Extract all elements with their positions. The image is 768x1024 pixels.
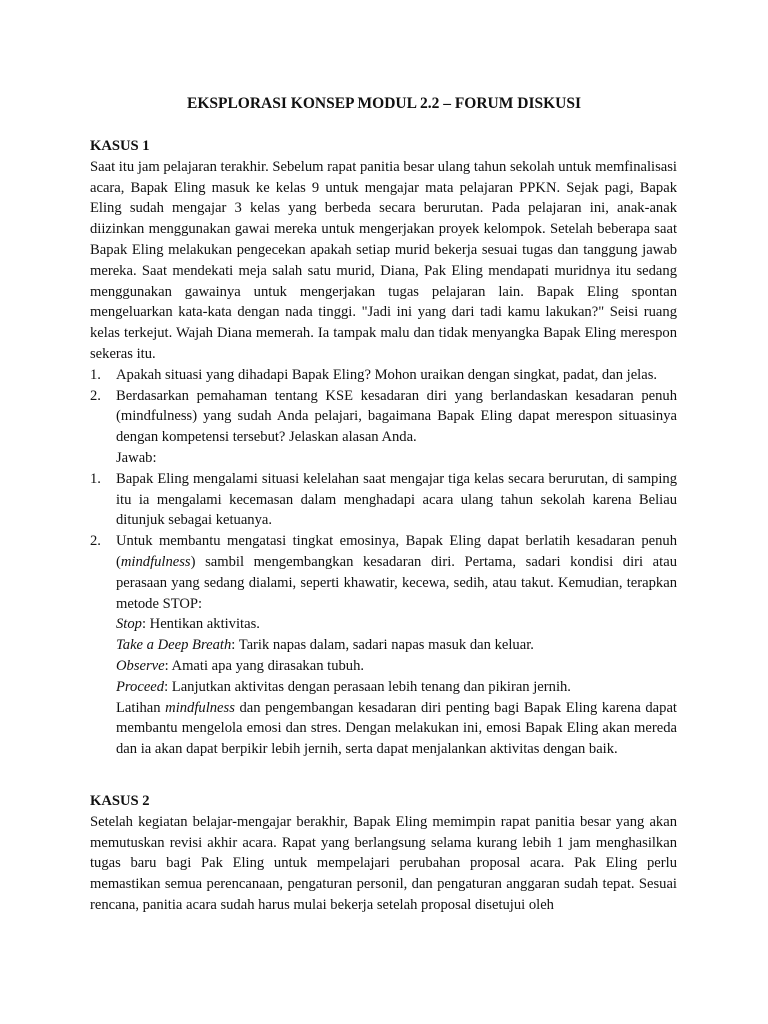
- case-2-paragraph: Setelah kegiatan belajar-mengajar berakhir, Bapak Eling memimpin rapat panitia besar yang akan memutuskan revisi akhir acara. Rapat yang berlangsung selama kurang lebih 1 jam menghasilkan tugas baru bagi Pak Eling untuk mempelajari perubahan proposal acara. Pak Eling perlu memastikan semua perencanaan, pengaturan personil, dan pengaturan anggaran sudah tepat. Sesuai rencana, panitia acara sudah harus mulai bekerja setelah proposal disetujui oleh: [90, 813, 677, 913]
- question-item: [90, 365, 677, 386]
- case-1-heading: KASUS 1: [90, 138, 150, 154]
- answer-closing: [90, 698, 677, 760]
- answer-number: 2.: [90, 533, 101, 550]
- stop-step-term: Observe: [116, 657, 165, 674]
- case-1-paragraph: Saat itu jam pelajaran terakhir. Sebelum rapat panitia besar ulang tahun sekolah untuk memfinalisasi acara, Bapak Eling masuk ke kelas 9 untuk mengajar mata pelajaran PPKN. Sejak pagi, Bapak Eling sudah mengajar 3 kelas yang berbeda secara berurutan. Pada pelajaran ini, anak-anak diizinkan menggunakan gawai mereka untuk mengerjakan proyek kelompok. Setelah beberapa saat Bapak Eling melakukan pengecekan apakah setiap murid bekerja sesuai tugas dan tanggung jawab mereka. Saat mendekati meja salah satu murid, Diana, Pak Eling mendapati muridnya itu sedang menggunakan gawainya untuk mengerjakan tugas pelajaran lain. Bapak Eling spontan mengeluarkan kata-kata dengan nada tinggi. "Jadi ini yang dari tadi kamu lakukan?" Seisi ruang kelas terkejut. Wajah Diana memerah. Ia tampak malu dan tidak menyangka Bapak Eling merespon sekeras itu.: [90, 158, 677, 362]
- answer-item: [90, 469, 677, 531]
- closing-text-part: Latihan: [116, 699, 166, 716]
- answer-number: 1.: [90, 470, 101, 487]
- answer-label: Jawab:: [116, 449, 157, 466]
- closing-text-italic: mindfulness: [165, 699, 235, 716]
- stop-step: [90, 656, 677, 677]
- case-1-section: [90, 136, 677, 760]
- answer-text: [116, 531, 677, 614]
- question-number: 1.: [90, 366, 101, 383]
- stop-step-desc: : Lanjutkan aktivitas dengan perasaan lebih tenang dan pikiran jernih.: [164, 678, 571, 695]
- answer-text-part: ) sambil mengembangkan kesadaran diri. Pertama, sadari kondisi diri atau perasaan yang sedang dialami, seperti khawatir, kecewa, sedih, atau takut. Kemudian, terapkan metode STOP:: [116, 553, 677, 612]
- answer-text: Bapak Eling mengalami situasi kelelahan saat mengajar tiga kelas secara berurutan, di samping itu ia mengalami kecemasan dalam menghadapi acara ulang tahun sekolah karena Beliau ditunjuk sebagai ketuanya.: [116, 470, 677, 529]
- stop-step: [90, 677, 677, 698]
- question-text: Berdasarkan pemahaman tentang KSE kesadaran diri yang berlandaskan kesadaran penuh (mindfulness) yang sudah Anda pelajari, bagaimana Bapak Eling dapat merespon situasinya dengan kompetensi tersebut? Jelaskan alasan Anda.: [116, 387, 677, 446]
- question-item: [90, 386, 677, 448]
- case-2-heading: KASUS 2: [90, 793, 150, 809]
- answer-item: [90, 531, 677, 614]
- stop-step: [90, 635, 677, 656]
- closing-text-part: dan pengembangan kesadaran diri penting bagi Bapak Eling karena dapat membantu mengelola emosi dan stres. Dengan melakukan ini, emosi Bapak Eling akan mereda dan ia akan dapat berpikir lebih jernih, serta dapat menjalankan aktivitas dengan baik.: [116, 699, 677, 758]
- stop-step-desc: : Hentikan aktivitas.: [141, 616, 260, 633]
- question-number: 2.: [90, 387, 101, 404]
- answer-text-part: Untuk membantu mengatasi tingkat emosinya, Bapak Eling dapat berlatih kesadaran penuh (: [116, 533, 677, 570]
- document-title: EKSPLORASI KONSEP MODUL 2.2 – FORUM DISKUSI: [186, 95, 582, 112]
- stop-step: [90, 614, 677, 635]
- stop-step-desc: : Tarik napas dalam, sadari napas masuk dan keluar.: [231, 637, 534, 654]
- stop-step-desc: : Amati apa yang dirasakan tubuh.: [164, 657, 365, 674]
- case-2-section: [90, 791, 677, 916]
- stop-step-term: Take a Deep Breath: [116, 637, 232, 654]
- stop-step-term: Stop: [116, 616, 142, 633]
- answer-text-italic: mindfulness: [120, 553, 191, 570]
- stop-step-term: Proceed: [116, 678, 165, 695]
- question-text: Apakah situasi yang dihadapi Bapak Eling? Mohon uraikan dengan singkat, padat, dan jelas.: [116, 366, 658, 383]
